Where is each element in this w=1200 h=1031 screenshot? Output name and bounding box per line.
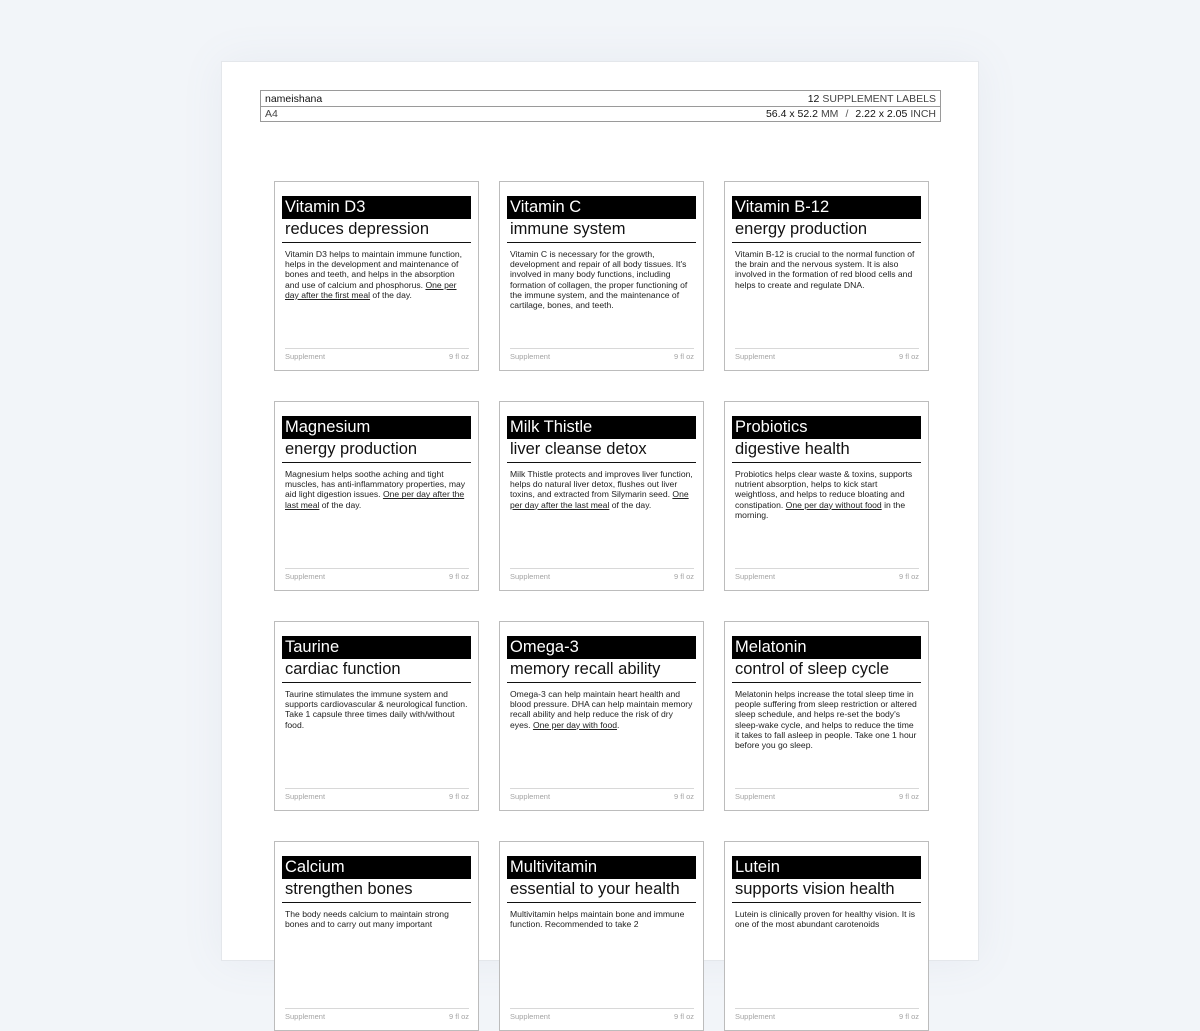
dosage-instruction: One per day after the last meal [510,489,689,510]
paper-size: A4 [265,108,278,120]
description-text: Magnesium helps soothe aching and tight muscles, has anti-inflammatory properties, may aid light digestion issues. [285,469,466,500]
label-content [732,196,921,369]
supplement-description [507,469,696,510]
label-content [732,416,921,589]
label-footer [735,1008,919,1021]
supplement-label [499,181,704,371]
supplement-label [274,621,479,811]
label-content [507,856,696,1029]
label-content [732,856,921,1029]
footer-category: Supplement [285,572,326,581]
supplement-benefit: strengthen bones [282,879,471,903]
supplement-name: Milk Thistle [507,416,696,439]
supplement-name: Magnesium [282,416,471,439]
supplement-label [499,621,704,811]
supplement-benefit: energy production [732,219,921,243]
footer-category: Supplement [735,1012,776,1021]
label-content [507,416,696,589]
footer-volume: 9 fl oz [448,792,469,801]
supplement-name: Probiotics [732,416,921,439]
dosage-instruction: One per day after the last meal [285,489,465,510]
supplement-benefit: control of sleep cycle [732,659,921,683]
supplement-description [732,689,921,750]
label-content [282,636,471,809]
supplement-name: Taurine [282,636,471,659]
supplement-description [507,689,696,730]
supplement-label [724,401,929,591]
description-text: Probiotics helps clear waste & toxins, supports nutrient absorption, helps to kick start weightloss, and helps to reduce bloating and constipation. [735,469,913,510]
supplement-label [499,841,704,1031]
supplement-benefit: liver cleanse detox [507,439,696,463]
label-content [732,636,921,809]
description-text: Melatonin helps increase the total sleep time in people suffering from sleep restriction or altered sleep schedule, and helps re-set the body's sleep-wake cycle, and helps to reduce the time it takes to fall asleep in people. Take one 1 hour before you go sleep. [735,689,917,751]
footer-volume: 9 fl oz [898,1012,919,1021]
supplement-benefit: supports vision health [732,879,921,903]
footer-category: Supplement [735,352,776,361]
dosage-instruction: One per day after the first meal [285,279,457,300]
description-text: Vitamin B-12 is crucial to the normal function of the brain and the nervous system. It is also involved in the formation of red blood cells and helps to create and regulate DNA. [735,249,915,290]
label-dimensions [766,108,936,120]
footer-category: Supplement [735,792,776,801]
supplement-name: Vitamin C [507,196,696,219]
supplement-description [282,249,471,300]
supplement-label [724,181,929,371]
supplement-name: Melatonin [732,636,921,659]
footer-volume: 9 fl oz [673,1012,694,1021]
footer-category: Supplement [285,792,326,801]
supplement-description [282,469,471,510]
footer-category: Supplement [510,352,551,361]
label-footer [735,348,919,361]
footer-category: Supplement [510,1012,551,1021]
supplement-description [507,249,696,310]
label-footer [510,348,694,361]
supplement-name: Vitamin D3 [282,196,471,219]
supplement-label [274,181,479,371]
label-content [507,196,696,369]
supplement-name: Lutein [732,856,921,879]
dosage-instruction: One per day with food [532,719,618,730]
footer-category: Supplement [285,352,326,361]
label-count-number: 12 [807,92,820,105]
footer-volume: 9 fl oz [898,352,919,361]
description-suffix: of the day. [611,499,652,510]
label-footer [285,1008,469,1021]
supplement-benefit: memory recall ability [507,659,696,683]
header-row-bottom [261,106,940,121]
label-content [282,196,471,369]
label-content [282,856,471,1029]
footer-volume: 9 fl oz [898,792,919,801]
supplement-benefit: essential to your health [507,879,696,903]
description-text: Multivitamin helps maintain bone and immune function. Recommended to take 2 [510,909,685,930]
supplement-benefit: immune system [507,219,696,243]
description-suffix: of the day. [372,289,412,300]
description-text: Omega-3 can help maintain heart health and blood pressure. DHA can help maintain memory recall ability and help reduce the risk of dry eyes. [510,689,693,730]
supplement-description [732,469,921,520]
footer-volume: 9 fl oz [898,572,919,581]
description-text: Taurine stimulates the immune system and supports cardiovascular & neurological function. Take 1 capsule three times daily with/without food. [285,689,468,730]
supplement-name: Vitamin B-12 [732,196,921,219]
supplement-benefit: digestive health [732,439,921,463]
footer-category: Supplement [510,572,551,581]
label-footer [510,1008,694,1021]
dimension-inch-unit: INCH [910,108,936,120]
supplement-benefit: cardiac function [282,659,471,683]
supplement-description [282,909,471,929]
label-content [507,636,696,809]
description-text: Vitamin D3 helps to maintain immune function, helps in the development and maintenance of bones and teeth, and helps in the absorption and use of calcium and phosphorus. [285,249,463,290]
designer-name: nameishana [265,92,323,105]
footer-volume: 9 fl oz [448,352,469,361]
supplement-label [724,621,929,811]
supplement-description [282,689,471,730]
label-footer [735,788,919,801]
label-footer [510,568,694,581]
label-footer [735,568,919,581]
dimension-separator: / [845,108,849,120]
description-text: The body needs calcium to maintain strong bones and to carry out many important [285,909,449,930]
label-count [808,93,936,105]
label-footer [510,788,694,801]
description-text: Vitamin C is necessary for the growth, development and repair of all body tissues. It's involved in many body functions, including formation of collagen, the proper functioning of the immune system, and the maintenance of cartilage, bones, and teeth. [510,249,688,311]
supplement-benefit: reduces depression [282,219,471,243]
description-suffix: of the day. [321,499,362,510]
description-text: Lutein is clinically proven for healthy vision. It is one of the most abundant carotenoids [735,909,916,930]
dimension-inch-value: 2.22 x 2.05 [855,108,908,120]
label-footer [285,568,469,581]
footer-volume: 9 fl oz [673,572,694,581]
label-count-text: SUPPLEMENT LABELS [822,92,936,105]
description-text: Milk Thistle protects and improves liver function, helps do natural liver detox, flushes out liver toxins, and extracted from Silymarin seed. [510,469,693,500]
footer-volume: 9 fl oz [448,1012,469,1021]
supplement-benefit: energy production [282,439,471,463]
footer-volume: 9 fl oz [673,792,694,801]
footer-category: Supplement [735,572,776,581]
header-row-top [261,91,940,106]
label-sheet [221,61,979,1021]
description-suffix: . [617,719,620,730]
footer-category: Supplement [510,792,551,801]
sheet-header [260,90,941,122]
description-suffix: in the morning. [735,499,906,520]
dimension-mm-unit: MM [820,108,839,120]
supplement-name: Omega-3 [507,636,696,659]
supplement-name: Multivitamin [507,856,696,879]
supplement-description [507,909,696,929]
supplement-label [724,841,929,1031]
dosage-instruction: One per day without food [785,499,882,510]
label-footer [285,348,469,361]
supplement-description [732,249,921,290]
label-footer [285,788,469,801]
footer-volume: 9 fl oz [673,352,694,361]
supplement-name: Calcium [282,856,471,879]
label-content [282,416,471,589]
supplement-label [274,401,479,591]
supplement-label [274,841,479,1031]
supplement-label [499,401,704,591]
footer-category: Supplement [285,1012,326,1021]
supplement-description [732,909,921,929]
dimension-mm-value: 56.4 x 52.2 [765,108,818,120]
footer-volume: 9 fl oz [448,572,469,581]
